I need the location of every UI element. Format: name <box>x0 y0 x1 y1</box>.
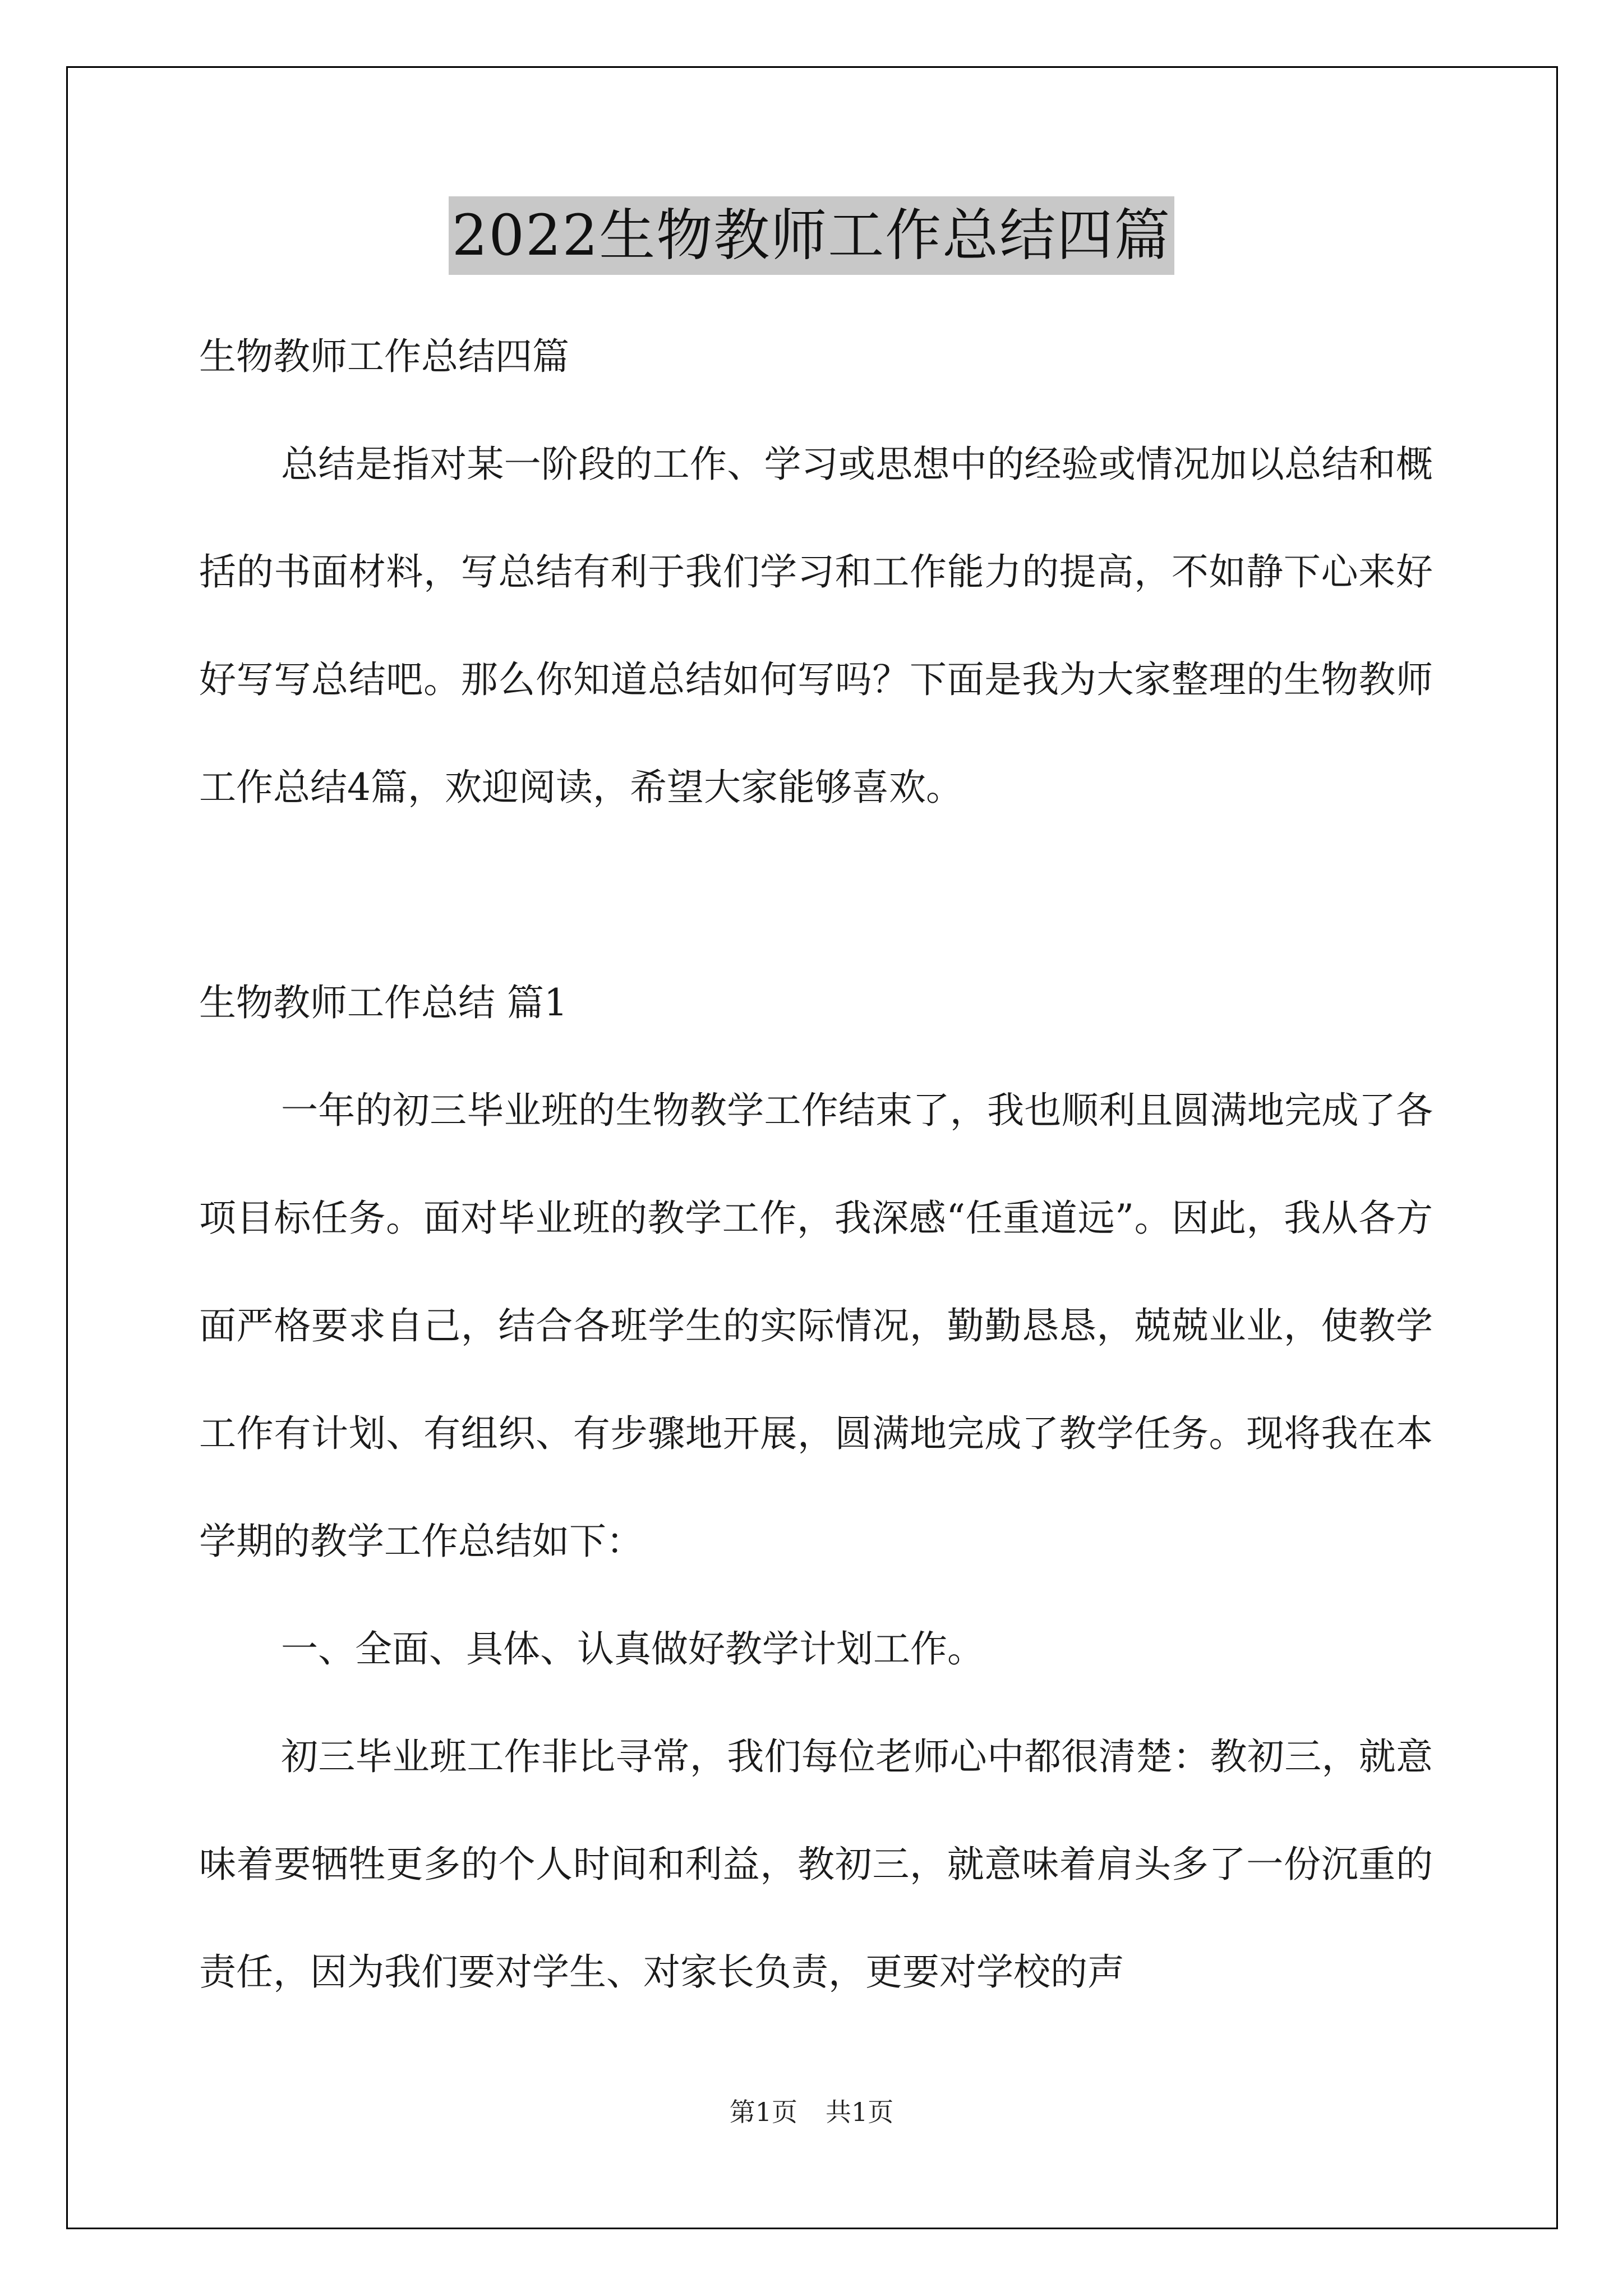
title-container <box>0 196 1623 275</box>
body-paragraph: 一、全面、具体、认真做好教学计划工作。 <box>281 1627 984 1671</box>
page-count: 共1页 <box>826 2097 894 2127</box>
body-paragraph: 初三毕业班工作非比寻常，我们每位老师心中都很清楚：教初三，就意味着要牺牲更多的个人时间和利益，教初三，就意味着肩头多了一份沉重的责任，因为我们要对学生、对家长负责，更要对学校的声 <box>199 1735 1433 1994</box>
document-body <box>199 303 1433 2026</box>
intro-paragraph: 总结是指对某一阶段的工作、学习或思想中的经验或情况加以总结和概括的书面材料，写总结有利于我们学习和工作能力的提高，不如静下心来好好写写总结吧。那么你知道总结如何写吗？下面是我为大家整理的生物教师工作总结4篇，欢迎阅读，希望大家能够喜欢。 <box>199 443 1433 809</box>
page-number: 第1页 <box>729 2097 797 2127</box>
document-subtitle: 生物教师工作总结四篇 <box>199 335 569 378</box>
page-footer <box>0 2095 1623 2129</box>
section-heading: 生物教师工作总结 篇1 <box>199 981 568 1024</box>
body-paragraph: 一年的初三毕业班的生物教学工作结束了，我也顺利且圆满地完成了各项目标任务。面对毕业班的教学工作，我深感“任重道远”。因此，我从各方面严格要求自己，结合各班学生的实际情况，勤勤恳恳，兢兢业业，使教学工作有计划、有组织、有步骤地开展，圆满地完成了教学任务。现将我在本学期的教学工作总结如下： <box>199 1089 1433 1563</box>
document-title: 2022生物教师工作总结四篇 <box>449 196 1175 275</box>
